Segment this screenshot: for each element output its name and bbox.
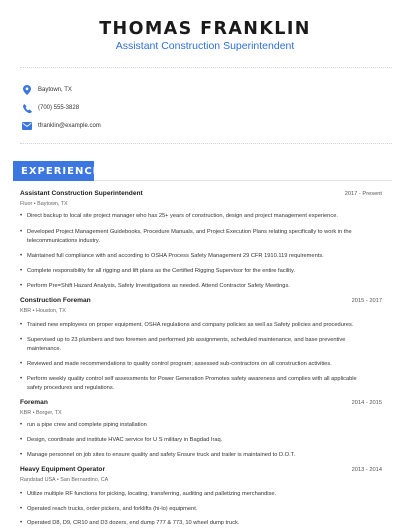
bullet-dot: • bbox=[20, 422, 23, 428]
job-bullet: • Maintained full compliance with and according to OSHA Process Safety Management 29 CFR 1910.119 requirements. bbox=[20, 253, 324, 259]
job-bullet: • Design, coordinate and institute HVAC service for U S military in Bagdad Iraq. bbox=[20, 437, 223, 443]
bullet-dot: • bbox=[20, 452, 23, 458]
bullet-dot: • bbox=[20, 520, 23, 526]
bullet-dot: • bbox=[20, 213, 23, 219]
job-company: Randstad USA • San Bernardino, CA bbox=[20, 477, 109, 483]
job-bullet: • Reviewed and made recommendations to quality control program; assessed sub-contractors on all construction activities. bbox=[20, 361, 332, 367]
phone-icon bbox=[20, 101, 34, 115]
contact-divider bbox=[20, 143, 392, 144]
job-bullet: • Supervised up to 23 plumbers and two foremen and performed job assignments, scheduled maintenance, and base preventive maintenance. bbox=[20, 337, 346, 352]
experience-heading: EXPERIENCE bbox=[13, 161, 94, 181]
candidate-title: Assistant Construction Superintendent bbox=[115, 40, 295, 52]
job-dates: 2015 - 2017 bbox=[351, 298, 382, 304]
job-title: Assistant Construction Superintendent bbox=[20, 190, 143, 197]
job-bullet: • Operated reach trucks, order pickers, and forklifts (hi-lo) equipment. bbox=[20, 506, 198, 512]
bullet-dot: • bbox=[20, 361, 23, 367]
section-rule bbox=[94, 180, 392, 181]
contact-email bbox=[20, 119, 101, 133]
phone-text[interactable]: (700) 555-3828 bbox=[38, 105, 80, 111]
job-header bbox=[20, 466, 382, 473]
job-bullet: • Developed Project Management Guidebooks, Procedure Manuals, and Project Execution Plans relating specifically to work in the telecommunications industry. bbox=[20, 229, 352, 244]
bullet-dot: • bbox=[20, 506, 23, 512]
bullet-dot: • bbox=[20, 322, 23, 328]
job-header bbox=[20, 190, 382, 197]
bullet-dot: • bbox=[20, 491, 23, 497]
job-title: Foreman bbox=[20, 399, 48, 406]
job-company: KBR • Borger, TX bbox=[20, 410, 62, 416]
candidate-name: THOMAS FRANKLIN bbox=[99, 19, 311, 39]
job-header bbox=[20, 297, 382, 304]
job-bullet: • Perform Pre=Shift Hazard Analysis, Safety Investigations as needed. Attend Contractor Safety Meetings. bbox=[20, 283, 290, 289]
envelope-icon bbox=[20, 119, 34, 133]
location-text: Baytown, TX bbox=[38, 87, 72, 93]
job-bullet: • Trained new employees on proper equipment, OSHA regulations and company policies as well as Safety policies and procedures. bbox=[20, 322, 354, 328]
contact-phone bbox=[20, 101, 79, 115]
job-title: Construction Foreman bbox=[20, 297, 91, 304]
email-text[interactable]: tfranklin@example.com bbox=[38, 123, 101, 129]
job-bullet: • run a pipe crew and complete piping installation bbox=[20, 422, 147, 428]
bullet-dot: • bbox=[20, 283, 23, 289]
header-divider bbox=[20, 67, 392, 68]
bullet-dot: • bbox=[20, 337, 23, 343]
bullet-dot: • bbox=[20, 229, 23, 235]
job-dates: 2013 - 2014 bbox=[351, 467, 382, 473]
job-company: KBR • Houston, TX bbox=[20, 308, 66, 314]
job-header bbox=[20, 399, 382, 406]
job-title: Heavy Equipment Operator bbox=[20, 466, 106, 473]
bullet-dot: • bbox=[20, 376, 23, 382]
job-company: Fluor • Baytown, TX bbox=[20, 201, 68, 207]
job-bullet: • Operated D8, D9, CR10 and D3 dozers, end dump 777 & 773, 10 wheel dump truck. bbox=[20, 520, 240, 526]
job-bullet: • Complete responsibility for all rigging and lift plans as the Certified Rigging Supervisor for the entire facility. bbox=[20, 268, 295, 274]
job-bullet: • Perform weekly quality control self assessments for Power Generation Promotes safety awareness and complies with all applicable safety procedures and regulations. bbox=[20, 376, 357, 391]
bullet-dot: • bbox=[20, 437, 23, 443]
bullet-dot: • bbox=[20, 268, 23, 274]
job-bullet: • Direct backup to local site project manager who has 25+ years of construction, design and project management experience. bbox=[20, 213, 338, 219]
job-dates: 2014 - 2015 bbox=[351, 400, 382, 406]
job-bullet: • Manage personnel on job sites to ensure quality and safety Ensure truck and trailer is maintained to D.O.T. bbox=[20, 452, 296, 458]
job-bullet: • Utilize multiple RF functions for picking, locating, transferring, auditing and palletizing merchandise. bbox=[20, 491, 277, 497]
map-pin-icon bbox=[20, 83, 34, 97]
job-dates: 2017 - Present bbox=[344, 191, 382, 197]
bullet-dot: • bbox=[20, 253, 23, 259]
contact-location bbox=[20, 83, 72, 97]
